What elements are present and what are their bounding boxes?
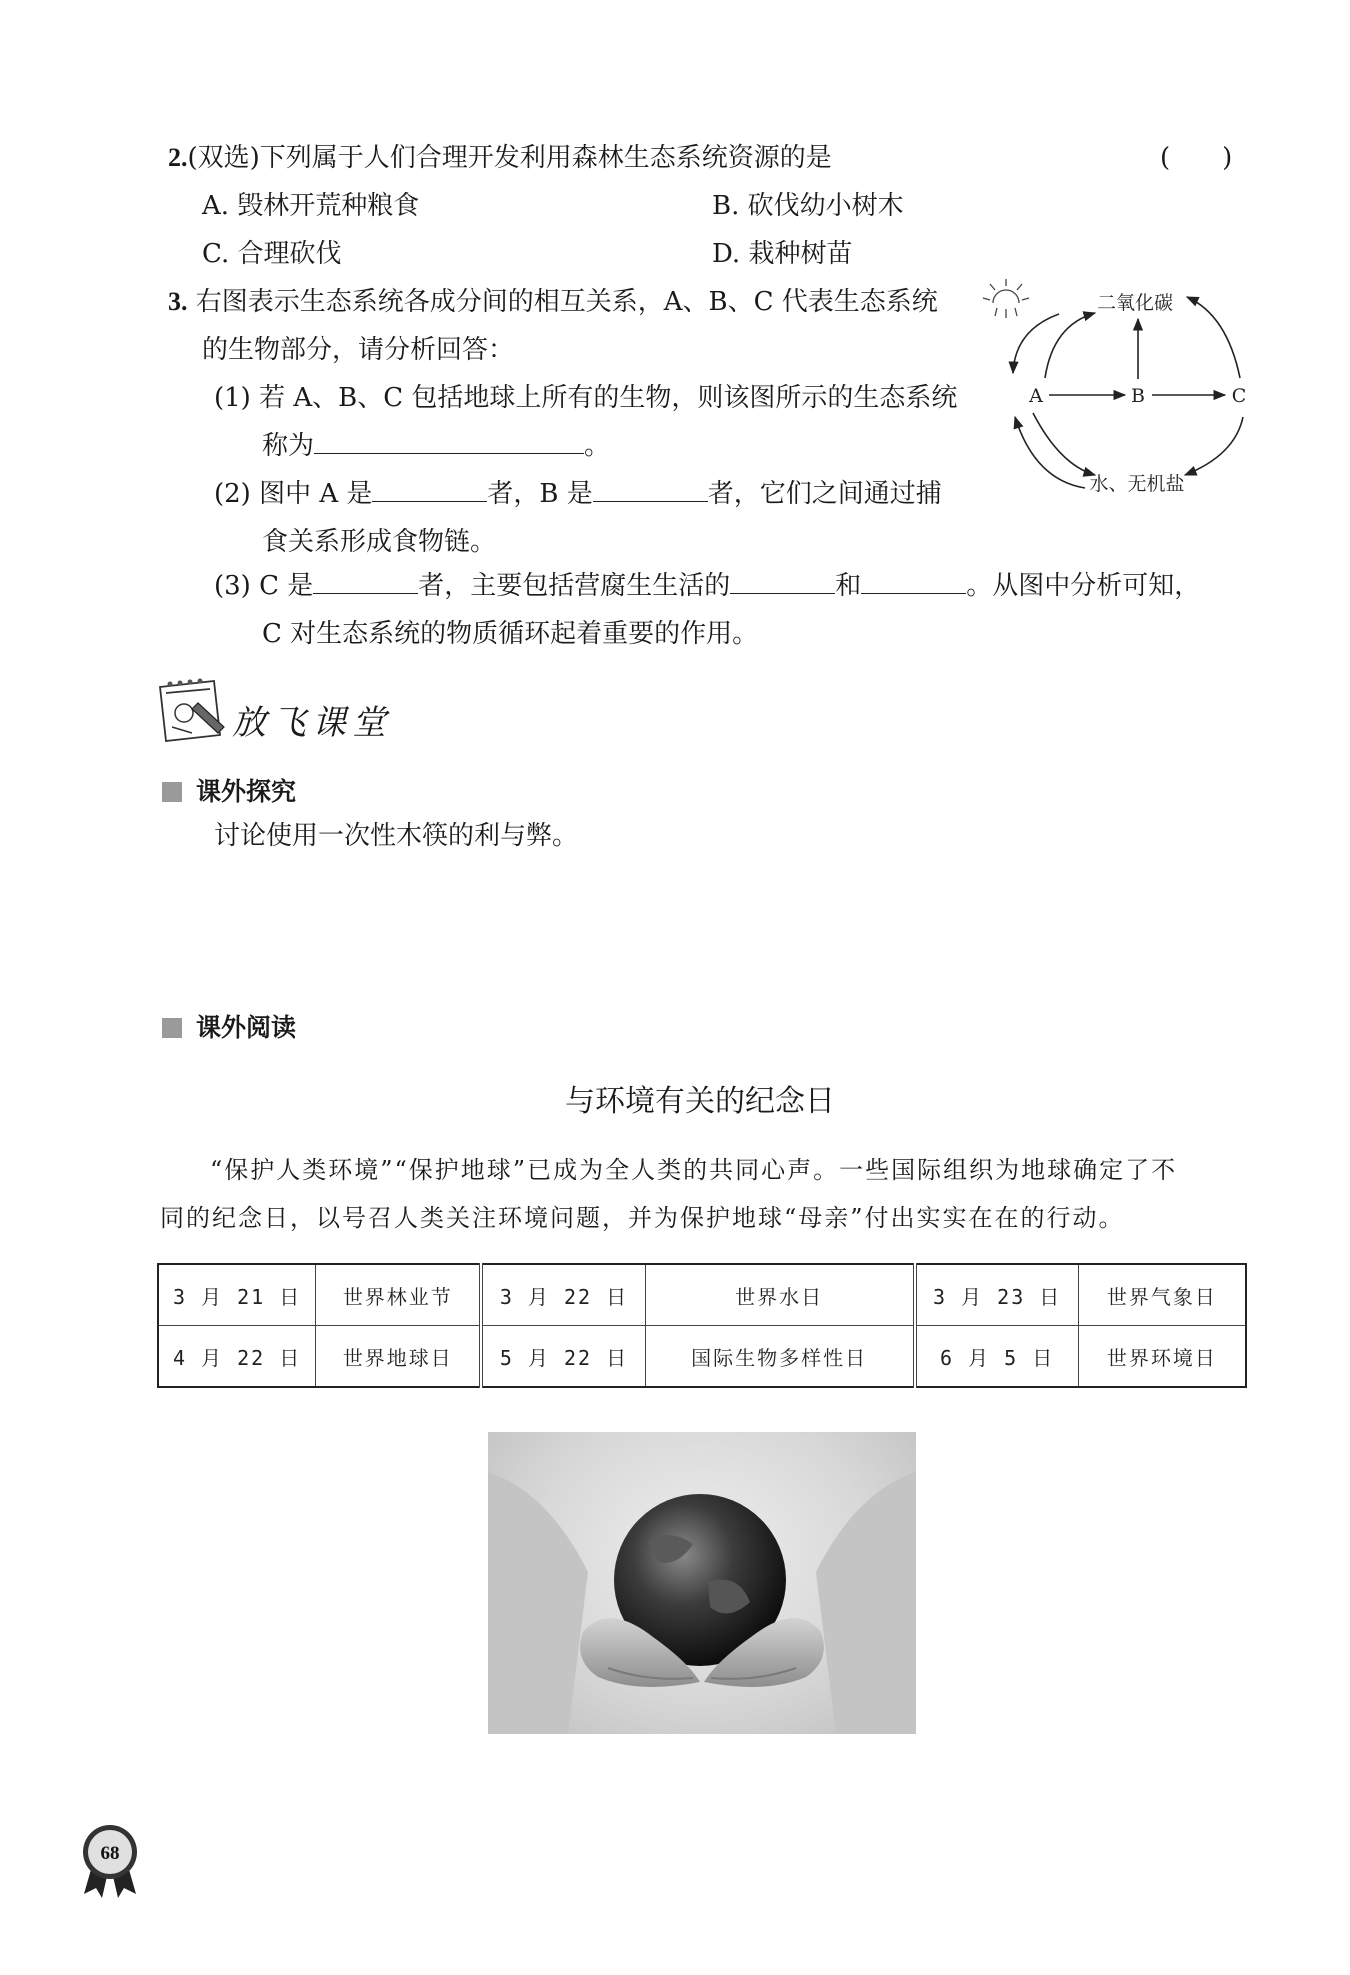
answer-blank[interactable]	[313, 569, 418, 594]
table-cell: 世界水日	[645, 1264, 914, 1326]
answer-paren: ( )	[1160, 143, 1233, 173]
table-row	[158, 1326, 1246, 1388]
answer-blank[interactable]	[372, 477, 487, 502]
question-3-stem: 3. 右图表示生态系统各成分间的相互关系，A、B、C 代表生态系统	[168, 287, 938, 317]
question-3-part3-line2: C 对生态系统的物质循环起着重要的作用。	[262, 619, 759, 649]
explore-text: 讨论使用一次性木筷的利与弊。	[214, 821, 579, 851]
ecosystem-diagram	[975, 275, 1265, 505]
node-c-label: C	[1231, 385, 1247, 407]
answer-blank[interactable]	[593, 477, 708, 502]
page-number-badge	[78, 1822, 142, 1898]
table-cell: 世界地球日	[316, 1326, 482, 1388]
answer-blank[interactable]	[861, 569, 966, 594]
question-2-stem: 2.(双选)下列属于人们合理开发利用森林生态系统资源的是	[168, 143, 832, 173]
option-a: A. 毁林开荒种粮食	[202, 191, 420, 221]
sun-icon	[983, 279, 1029, 318]
table-cell: 5 月 22 日	[481, 1326, 645, 1388]
question-3-part1-line2: 称为 。	[262, 431, 611, 461]
flow-arrows	[1013, 297, 1243, 488]
table-cell: 3 月 22 日	[481, 1264, 645, 1326]
reading-paragraph-line1: “保护人类环境”“保护地球”已成为全人类的共同心声。一些国际组织为地球确定了不	[210, 1156, 1178, 1184]
page-number: 68	[100, 1843, 120, 1864]
question-3-part2-line2: 食关系形成食物链。	[262, 527, 497, 557]
question-3-part3: (3) C 是 者，主要包括营腐生生活的 和 。从图中分析可知，	[214, 571, 1201, 601]
question-3-stem-line2: 的生物部分，请分析回答：	[202, 335, 515, 365]
table-cell: 世界环境日	[1078, 1326, 1246, 1388]
table-cell: 4 月 22 日	[158, 1326, 316, 1388]
earth-in-hands-photo	[488, 1432, 916, 1734]
table-cell: 世界气象日	[1078, 1264, 1246, 1326]
section-square-icon	[162, 782, 182, 802]
water-minerals-label: 水、无机盐	[1089, 473, 1185, 495]
table-cell: 世界林业节	[316, 1264, 482, 1326]
table-cell: 国际生物多样性日	[645, 1326, 914, 1388]
reading-title: 与环境有关的纪念日	[565, 1084, 835, 1119]
table-cell: 3 月 23 日	[915, 1264, 1079, 1326]
notebook-banner-icon	[152, 675, 232, 750]
node-b-label: B	[1131, 385, 1145, 407]
co2-label: 二氧化碳	[1096, 292, 1174, 314]
reading-paragraph-line2: 同的纪念日，以号召人类关注环境问题，并为保护地球“母亲”付出实实在在的行动。	[160, 1204, 1125, 1232]
banner-title: 放飞课堂	[232, 703, 392, 743]
explore-heading: 课外探究	[162, 772, 296, 808]
section-square-icon	[162, 1018, 182, 1038]
answer-blank[interactable]	[314, 429, 584, 454]
table-row	[158, 1264, 1246, 1326]
commemoration-days-table	[157, 1263, 1247, 1388]
node-a-label: A	[1029, 385, 1043, 407]
option-c: C. 合理砍伐	[202, 239, 342, 269]
option-b: B. 砍伐幼小树木	[712, 191, 904, 221]
table-cell: 3 月 21 日	[158, 1264, 316, 1326]
answer-blank[interactable]	[730, 569, 835, 594]
table-cell: 6 月 5 日	[915, 1326, 1079, 1388]
option-d: D. 栽种树苗	[712, 239, 853, 269]
question-3-part2: (2) 图中 A 是 者，B 是 者，它们之间通过捕	[214, 479, 942, 509]
question-3-part1: (1) 若 A、B、C 包括地球上所有的生物，则该图所示的生态系统	[214, 383, 958, 413]
reading-heading: 课外阅读	[162, 1008, 296, 1044]
